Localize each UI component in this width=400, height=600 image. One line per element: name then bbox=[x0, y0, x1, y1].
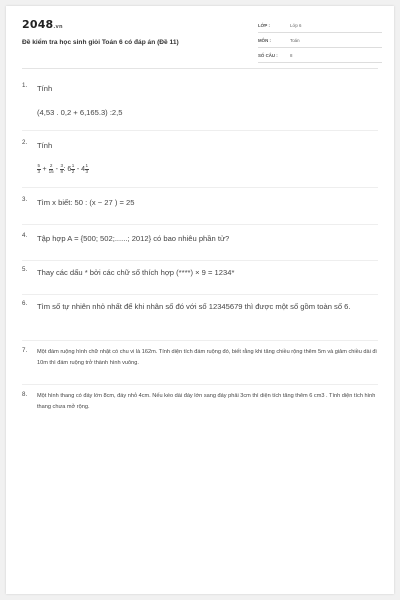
fraction: $\frac{2}{15}$ bbox=[48, 163, 54, 174]
question-expression: $\frac{5}{3}$ + $\frac{2}{15}$ - $\frac{3}{8}$ : 6 $\frac{1}{2}$ - 4 $\frac{1}{3}$ bbox=[37, 163, 89, 174]
divider bbox=[22, 260, 378, 261]
question-number: 3. bbox=[22, 196, 28, 203]
question-text: Một hình thang có đáy lớn 8cm, đáy nhỏ 4cm. Nếu kéo dài đáy lớn sang đáy phải 3cm thì diện tích tăng thêm 6 cm3 . Tính diện tích hình thang chưa mở rộng. bbox=[37, 393, 376, 410]
fraction: $\frac{1}{3}$ bbox=[85, 163, 89, 174]
meta-row-class bbox=[258, 18, 382, 33]
question-expression: (4,53 . 0,2 + 6,165.3) :2,5 bbox=[37, 108, 123, 117]
meta-label: MÔN : bbox=[258, 37, 271, 43]
fraction: $\frac{1}{2}$ bbox=[71, 163, 75, 174]
question-8 bbox=[22, 391, 378, 421]
question-3 bbox=[22, 196, 378, 216]
meta-label: SỐ CÂU : bbox=[258, 52, 278, 58]
question-number: 7. bbox=[22, 347, 28, 354]
question-text: Thay các dấu * bởi các chữ số thích hợp (****) × 9 = 1234* bbox=[37, 268, 235, 277]
fraction: $\frac{3}{8}$ bbox=[60, 163, 63, 174]
divider bbox=[22, 340, 378, 341]
site-logo[interactable] bbox=[22, 18, 63, 31]
question-number: 5. bbox=[22, 266, 28, 273]
header-divider bbox=[22, 68, 378, 69]
divider bbox=[22, 294, 378, 295]
question-number: 4. bbox=[22, 232, 28, 239]
divider bbox=[22, 187, 378, 188]
question-number: 2. bbox=[22, 139, 28, 146]
question-text: Tập hợp A = {500; 502;......; 2012} có bao nhiêu phần tử? bbox=[37, 234, 230, 243]
question-4 bbox=[22, 232, 378, 252]
meta-label: LỚP : bbox=[258, 22, 270, 28]
document-page bbox=[6, 6, 394, 594]
question-2 bbox=[22, 139, 378, 183]
meta-value: 8 bbox=[290, 52, 293, 58]
meta-row-subject bbox=[258, 33, 382, 48]
question-text: Tính bbox=[37, 141, 53, 150]
question-6 bbox=[22, 300, 378, 334]
divider bbox=[22, 130, 378, 131]
question-5 bbox=[22, 266, 378, 286]
meta-value: Toán bbox=[290, 37, 300, 43]
question-text: Tính bbox=[37, 84, 53, 93]
question-7 bbox=[22, 347, 378, 377]
logo-suffix: .vn bbox=[53, 24, 63, 30]
question-1 bbox=[22, 82, 378, 122]
question-number: 8. bbox=[22, 391, 28, 398]
meta-table bbox=[258, 18, 382, 63]
document-title: Đề kiểm tra học sinh giỏi Toán 6 có đáp án (Đề 11) bbox=[22, 39, 179, 46]
divider bbox=[22, 224, 378, 225]
divider bbox=[22, 384, 378, 385]
question-text: Tìm x biết: 50 : (x − 27 ) = 25 bbox=[37, 198, 135, 207]
question-number: 1. bbox=[22, 82, 28, 89]
question-text: Một đám ruộng hình chữ nhật có chu vi là 162m. Tính diện tích đám ruộng đó, biết rằng khi tăng chiều rộng thêm 5m và giảm chiều dài đi 10m thì đám ruộng trở thành hình vuông. bbox=[37, 349, 377, 366]
question-number: 6. bbox=[22, 300, 28, 307]
question-text: Tìm số tự nhiên nhỏ nhất để khi nhân số đó với số 12345679 thì được một số gồm toàn số 6. bbox=[37, 302, 351, 311]
meta-row-count bbox=[258, 48, 382, 63]
fraction: $\frac{5}{3}$ bbox=[37, 163, 41, 174]
logo-text: 2048 bbox=[22, 18, 54, 31]
meta-value: Lớp 6 bbox=[290, 22, 302, 28]
